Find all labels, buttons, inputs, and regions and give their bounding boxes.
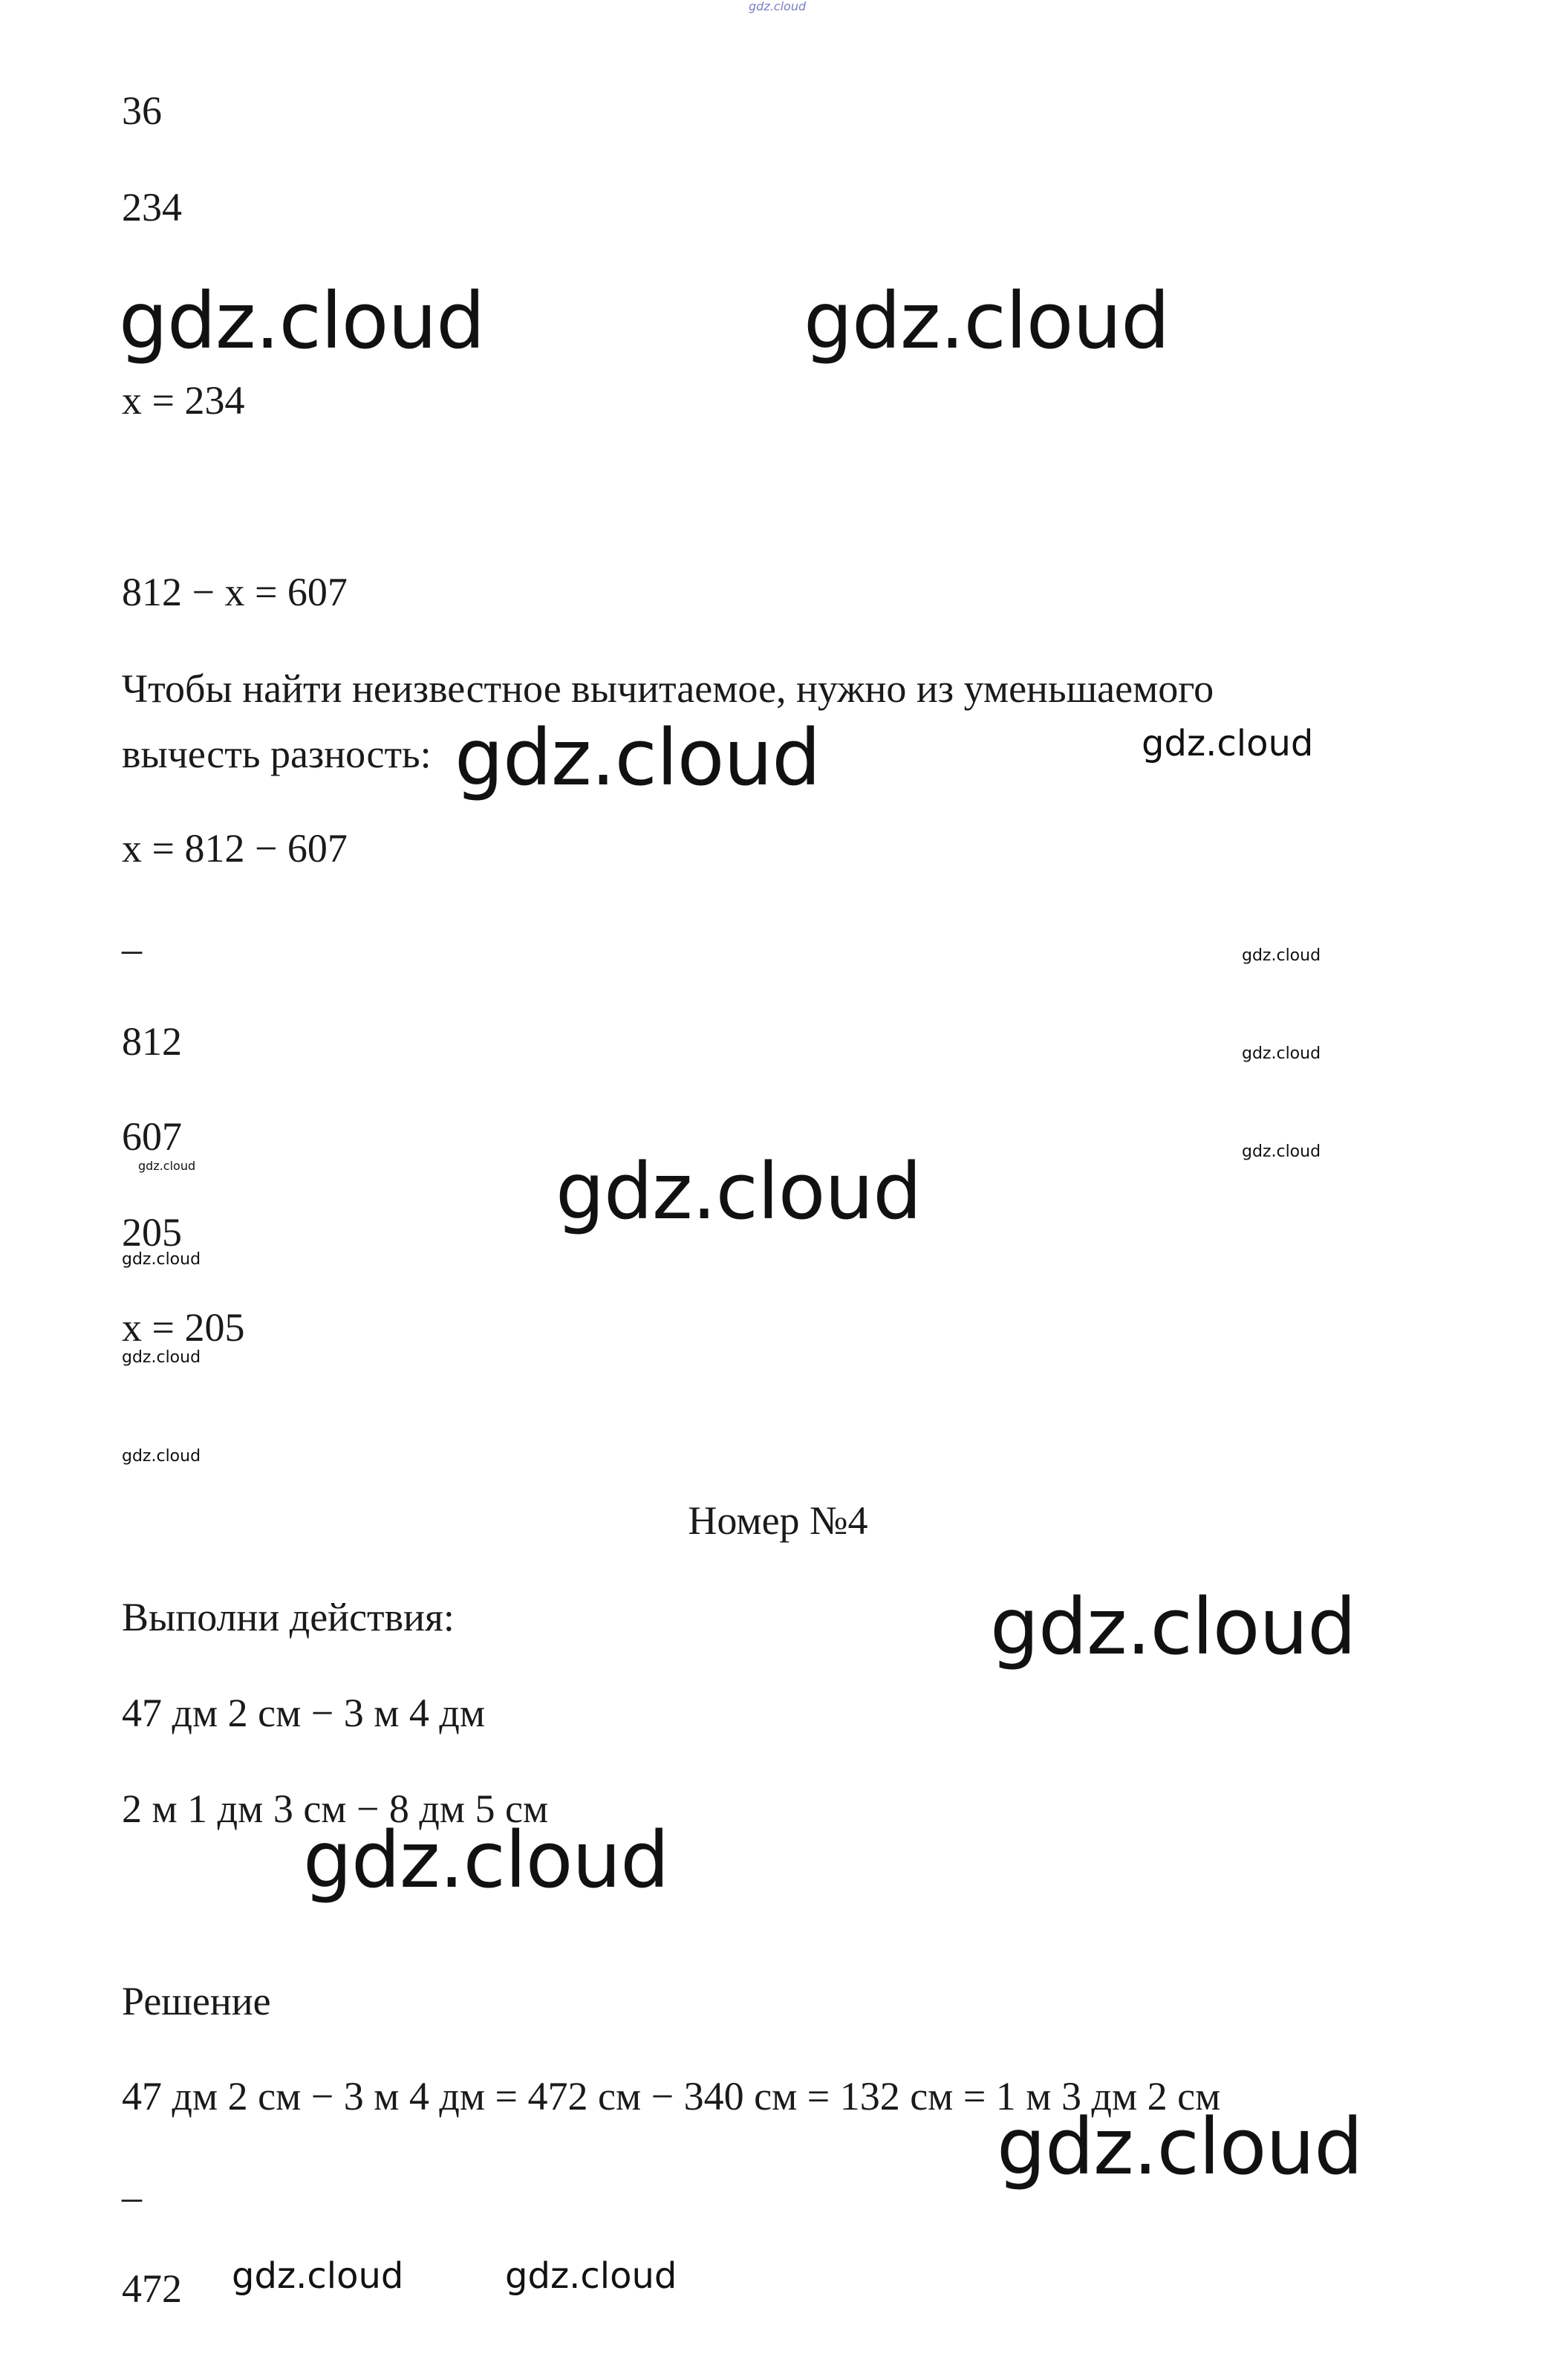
column-difference: 205 [122, 1210, 182, 1255]
equation-result: x = 234 [122, 378, 245, 423]
column-subtrahend: 607 [122, 1114, 182, 1159]
watermark: gdz.cloud [455, 712, 821, 803]
watermark: gdz.cloud [303, 1815, 669, 1905]
watermark: gdz.cloud [119, 276, 485, 366]
watermark: gdz.cloud [232, 2255, 404, 2297]
task-prompt: Выполни действия: [122, 1595, 455, 1639]
task-expression: 2 м 1 дм 3 см − 8 дм 5 см [122, 1786, 549, 1831]
watermark: gdz.cloud [997, 2101, 1363, 2192]
minus-sign: _ [122, 913, 142, 957]
equation-result: x = 205 [122, 1305, 245, 1350]
watermark: gdz.cloud [749, 0, 807, 13]
watermark: gdz.cloud [1142, 723, 1314, 764]
watermark: gdz.cloud [556, 1146, 922, 1237]
watermark: gdz.cloud [804, 276, 1170, 366]
explanation-line: вычесть разность: [122, 732, 432, 776]
column-minuend: 472 [122, 2266, 182, 2311]
watermark: gdz.cloud [505, 2255, 677, 2297]
text-line: 36 [122, 88, 162, 133]
watermark: gdz.cloud [122, 1447, 201, 1466]
equation: 812 − x = 607 [122, 570, 348, 614]
watermark: gdz.cloud [138, 1159, 196, 1173]
solution-line: 47 дм 2 см − 3 м 4 дм = 472 см − 340 см = 132 см = 1 м 3 дм 2 см [122, 2074, 1221, 2119]
watermark: gdz.cloud [1242, 1142, 1321, 1161]
solution-heading: Решение [122, 1979, 271, 2023]
text-line: 234 [122, 185, 182, 230]
watermark: gdz.cloud [122, 1250, 201, 1269]
watermark: gdz.cloud [1242, 946, 1321, 965]
equation: x = 812 − 607 [122, 826, 348, 871]
watermark: gdz.cloud [990, 1581, 1356, 1672]
task-expression: 47 дм 2 см − 3 м 4 дм [122, 1691, 486, 1735]
column-minuend: 812 [122, 1019, 182, 1064]
watermark: gdz.cloud [122, 1348, 201, 1367]
explanation-line: Чтобы найти неизвестное вычитаемое, нужно из уменьшаемого [122, 666, 1214, 711]
minus-sign: _ [122, 2161, 142, 2205]
watermark: gdz.cloud [1242, 1044, 1321, 1063]
section-heading: Номер №4 [688, 1498, 868, 1543]
